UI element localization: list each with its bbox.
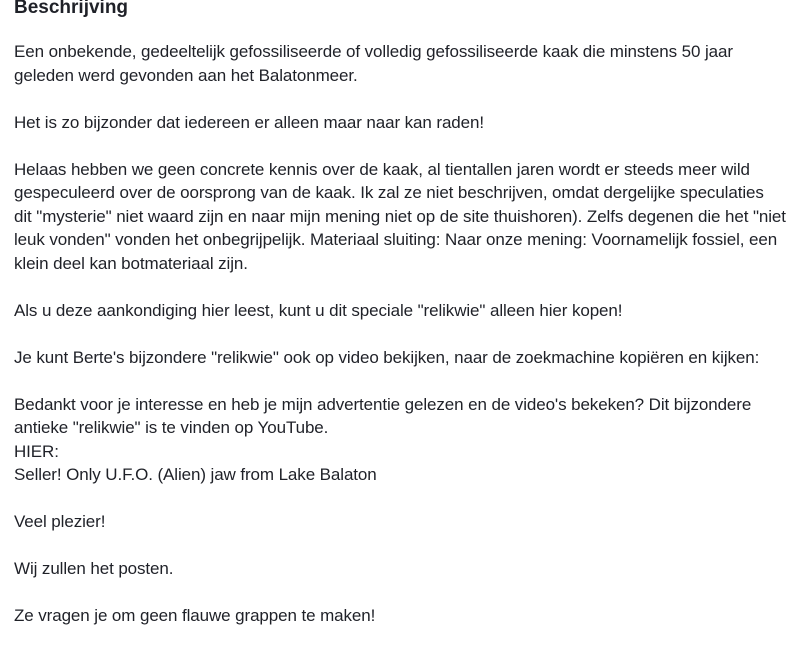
paragraph-gap (14, 322, 786, 346)
paragraph-video-title: Seller! Only U.F.O. (Alien) jaw from Lake Balaton (14, 465, 377, 484)
paragraph-speculation: Helaas hebben we geen concrete kennis over de kaak, al tientallen jaren wordt er steeds meer wild gespeculeerd over de oorsprong van de kaak. Ik zal ze niet beschrijven, omdat dergelijke speculaties dit "mysterie" niet waard zijn en naar mijn mening niet op de site thuishoren). Zelfs degenen die het "niet leuk vonden" vonden het onbegrijpelijk. Materiaal sluiting: Naar onze mening: Voornamelijk fossiel, een klein deel kan botmateriaal zijn. (14, 159, 786, 273)
paragraph-gap (14, 87, 786, 111)
paragraph-video: Je kunt Berte's bijzondere "relikwie" ook op video bekijken, naar de zoekmachine kopiëren en kijken: (14, 347, 760, 367)
description-body (14, 40, 786, 628)
paragraph-intro: Een onbekende, gedeeltelijk gefossiliseerde of volledig gefossiliseerde kaak die minstens 50 jaar geleden werd gevonden aan het Balatonmeer. (14, 42, 733, 85)
paragraph-buy-here: Als u deze aankondiging hier leest, kunt u dit speciale "relikwie" alleen hier kopen! (14, 300, 623, 320)
paragraph-no-jokes: Ze vragen je om geen flauwe grappen te maken! (14, 606, 376, 625)
paragraph-gap (14, 581, 786, 605)
paragraph-thanks: Bedankt voor je interesse en heb je mijn advertentie gelezen en de video's bekeken? Dit bijzondere antieke "relikwie" is te vinden op YouTube. (14, 394, 752, 437)
paragraph-here: HIER: (14, 441, 59, 461)
paragraph-have-fun: Veel plezier! (14, 512, 106, 531)
paragraph-gap (14, 369, 786, 393)
paragraph-gap (14, 275, 786, 299)
paragraph-post: Wij zullen het posten. (14, 559, 174, 578)
paragraph-gap (14, 534, 786, 558)
paragraph-gap (14, 134, 786, 158)
paragraph-gap (14, 487, 786, 511)
paragraph-special: Het is zo bijzonder dat iedereen er alleen maar naar kan raden! (14, 112, 484, 132)
section-title: Beschrijving (14, 0, 129, 18)
